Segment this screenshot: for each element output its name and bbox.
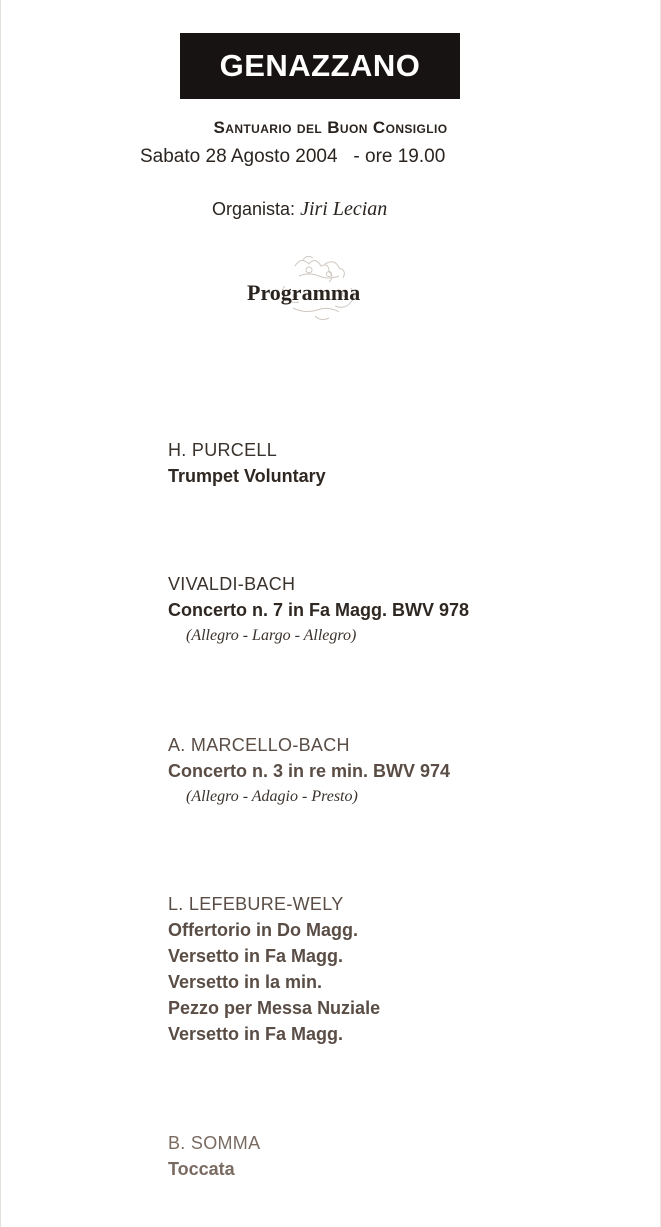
organist-name: Jiri Lecian [300,198,388,220]
program-item-somma [168,1130,260,1182]
program-item-purcell [168,437,326,489]
page-title: GENAZZANO [219,48,421,83]
work-title: Offertorio in Do Magg. [168,920,358,940]
work-title: Trumpet Voluntary [168,466,326,486]
composer-name: A. MARCELLO-BACH [168,735,350,755]
organist-line [212,198,387,221]
work-title: Versetto in Fa Magg. [168,1024,344,1044]
composer-name: VIVALDI-BACH [168,574,296,594]
work-title: Versetto in la min. [168,972,323,992]
title-banner [180,33,460,99]
organist-label: Organista: [212,199,296,219]
programma-heading [230,246,410,336]
program-item-lefebure-wely [168,891,380,1047]
programma-title: Programma [247,280,361,305]
event-date: Sabato 28 Agosto 2004 - ore 19.00 [140,146,446,167]
movements-list: (Allegro - Largo - Allegro) [186,627,357,644]
composer-name: L. LEFEBURE-WELY [168,894,344,914]
program-item-vivaldi-bach [168,571,469,649]
program-item-marcello-bach [168,732,450,810]
movements-list: (Allegro - Adagio - Presto) [186,788,358,805]
composer-name: B. SOMMA [168,1133,261,1153]
venue-name: Santuario del Buon Consiglio [213,118,448,137]
composer-name: H. PURCELL [168,440,278,460]
work-title: Versetto in Fa Magg. [168,946,344,966]
work-title: Concerto n. 3 in re min. BWV 974 [168,761,451,781]
work-title: Toccata [168,1159,235,1179]
work-title: Pezzo per Messa Nuziale [168,998,381,1018]
work-title: Concerto n. 7 in Fa Magg. BWV 978 [168,600,470,620]
